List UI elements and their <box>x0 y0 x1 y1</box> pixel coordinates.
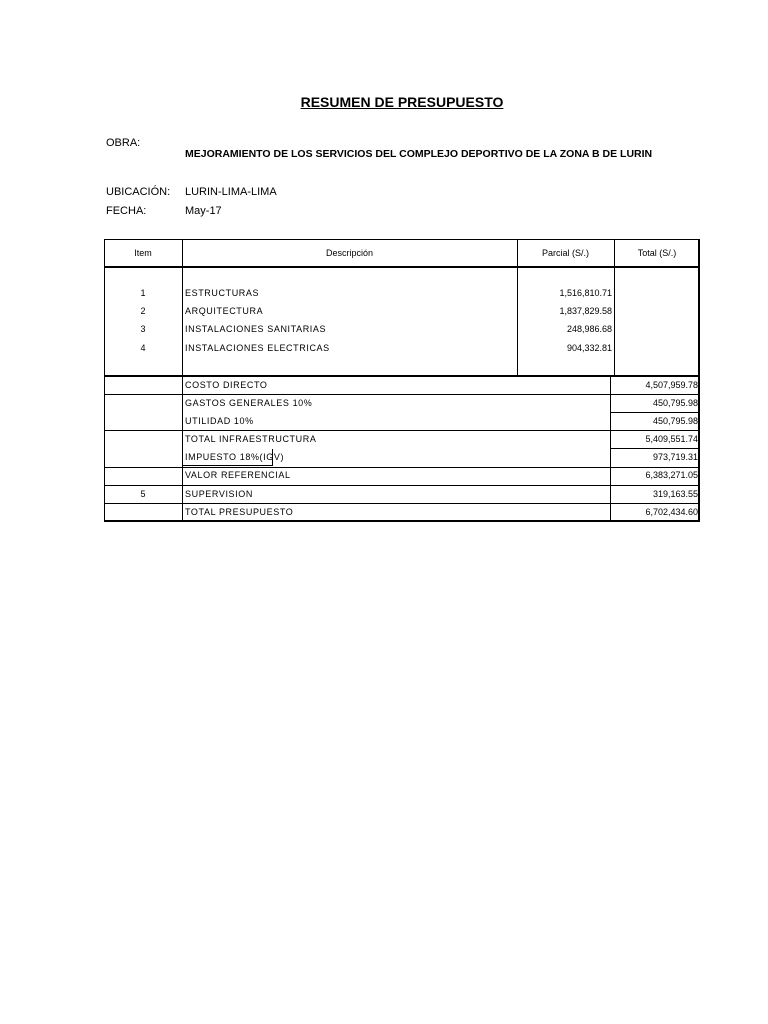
sum-line <box>610 394 700 395</box>
sum-line <box>104 467 700 468</box>
row4-descripcion: INSTALACIONES ELECTRICAS <box>185 343 330 353</box>
row4-parcial: 904,332.81 <box>566 343 612 353</box>
sum-line <box>182 394 610 395</box>
row3-item: 3 <box>140 324 146 334</box>
page-title: RESUMEN DE PRESUPUESTO <box>300 94 504 110</box>
row4-item: 4 <box>140 343 146 353</box>
total-presupuesto-total: 6,702,434.60 <box>645 507 698 517</box>
fecha-label: FECHA: <box>106 205 147 217</box>
sum-line <box>104 485 700 486</box>
obra-value: MEJORAMIENTO DE LOS SERVICIOS DEL COMPLEJO DEPORTIVO DE LA ZONA B DE LURIN <box>185 148 653 160</box>
gastos-generales-label: GASTOS GENERALES 10% <box>185 398 313 408</box>
valor-referencial-total: 6,383,271.05 <box>645 470 698 480</box>
fecha-value: May-17 <box>185 205 222 217</box>
supervision-item: 5 <box>140 489 146 499</box>
costo-directo-total: 4,507,959.78 <box>645 380 698 390</box>
igv-underline <box>182 465 272 466</box>
ubicacion-label: UBICACIÓN: <box>106 186 171 198</box>
impuesto-total: 973,719.31 <box>652 452 698 462</box>
header-item: Item <box>134 248 152 258</box>
costo-directo-label: COSTO DIRECTO <box>185 380 268 390</box>
header-parcial: Parcial (S/.) <box>541 248 589 258</box>
row3-parcial: 248,986.68 <box>566 324 612 334</box>
sum-line <box>104 430 700 431</box>
header-descripcion: Descripción <box>325 248 374 258</box>
header-total: Total (S/.) <box>637 248 677 258</box>
total-infraestructura-total: 5,409,551.74 <box>645 434 698 444</box>
summary-item-divider <box>182 375 183 522</box>
gastos-generales-total: 450,795.98 <box>652 398 698 408</box>
sum-line <box>610 448 700 449</box>
total-presupuesto-label: TOTAL PRESUPUESTO <box>185 507 294 517</box>
row2-descripcion: ARQUITECTURA <box>185 306 264 316</box>
row3-descripcion: INSTALACIONES SANITARIAS <box>185 324 327 334</box>
impuesto-label: IMPUESTO 18%(IGV) <box>185 452 285 462</box>
total-infraestructura-label: TOTAL INFRAESTRUCTURA <box>185 434 317 444</box>
col-divider-item <box>182 239 183 375</box>
valor-referencial-label: VALOR REFERENCIAL <box>185 470 291 480</box>
row1-parcial: 1,516,810.71 <box>559 288 612 298</box>
row1-descripcion: ESTRUCTURAS <box>185 288 260 298</box>
utilidad-label: UTILIDAD 10% <box>185 416 254 426</box>
obra-label: OBRA: <box>106 137 141 149</box>
sum-line <box>610 412 700 413</box>
sum-line <box>104 503 700 504</box>
supervision-total: 319,163.55 <box>652 489 698 499</box>
sum-line <box>104 394 182 395</box>
utilidad-total: 450,795.98 <box>652 416 698 426</box>
ubicacion-value: LURIN-LIMA-LIMA <box>185 186 277 198</box>
row2-parcial: 1,837,829.58 <box>559 306 612 316</box>
header-divider <box>104 266 700 268</box>
budget-table <box>104 239 700 522</box>
row1-item: 1 <box>140 288 146 298</box>
supervision-label: SUPERVISION <box>185 489 253 499</box>
col-divider-parcial <box>614 239 615 375</box>
row2-item: 2 <box>140 306 146 316</box>
